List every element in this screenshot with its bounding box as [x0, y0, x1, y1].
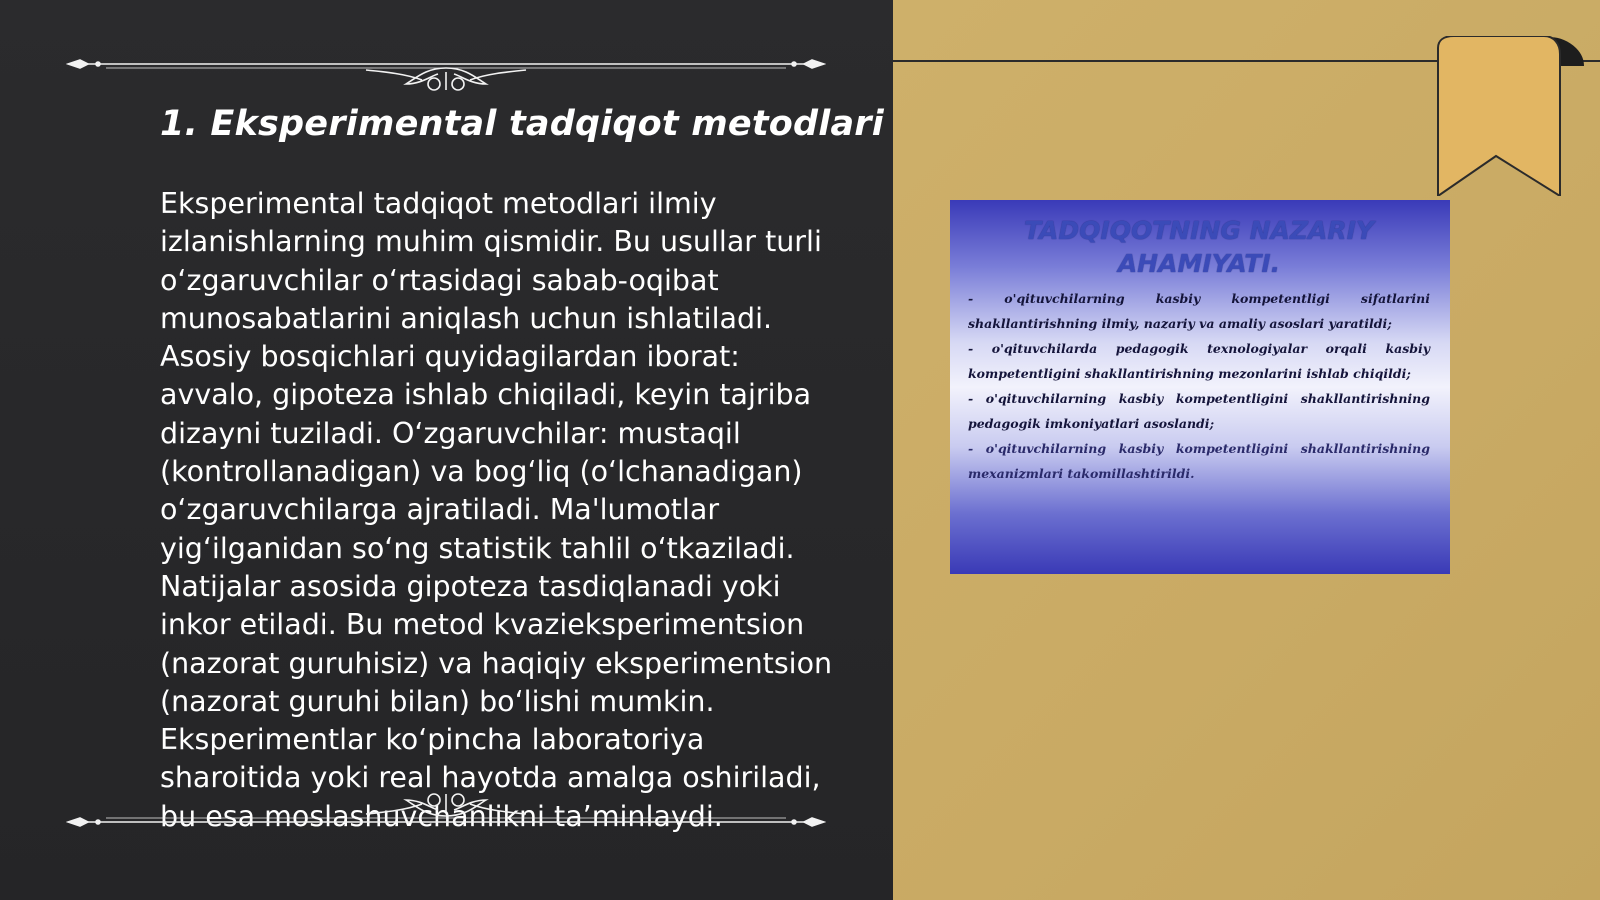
scroll-divider-icon	[66, 780, 826, 830]
image-bullet-item: - o'qituvchilarning kasbiy kompetentligi sifatlarini shakllantirishning ilmiy, nazariy va amaliy asoslari yaratildi;	[968, 291, 1430, 331]
image-bullet-item: - o'qituvchilarning kasbiy kompetentligini shakllantirishning pedagogik imkoniyatlari asoslandi;	[968, 391, 1430, 431]
image-bullet-list	[968, 286, 1430, 486]
image-bullet-item: - o'qituvchilarda pedagogik texnologiyalar orqali kasbiy kompetentligini shakllantirishning mezonlarini ishlab chiqildi;	[968, 341, 1430, 381]
image-bullet-item: - o'qituvchilarning kasbiy kompetentligini shakllantirishning mexanizmlari takomillashtirildi.	[968, 441, 1430, 481]
slide-body-text: Eksperimental tadqiqot metodlari ilmiy izlanishlarning muhim qismidir. Bu usullar turli o‘zgaruvchilar o‘rtasidagi sabab-oqibat munosabatlarini aniqlash uchun ishlatiladi. Asosiy bosqichlari quyidagilardan iborat: avvalo, gipoteza ishlab chiqiladi, keyin tajriba dizayni tuziladi. O‘zgaruvchilar: mustaqil (kontrollanadigan) va bog‘liq (o‘lchanadigan) o‘zgaruvchilarga ajratiladi. Ma'lumotlar yig‘ilganidan so‘ng statistik tahlil o‘tkaziladi. Natijalar asosida gipoteza tasdiqlanadi yoki inkor etiladi. Bu metod kvazieksperimentsion (nazorat guruhisiz) va haqiqiy eksperimentsion (nazorat guruhi bilan) bo‘lishi mumkin. Eksperimentlar ko‘pincha laboratoriya sharoitida yoki real hayotda amalga oshiriladi, bu esa moslashuvchanlikni ta’minlaydi.	[160, 187, 833, 833]
slide-title: 1. Eksperimental tadqiqot metodlari	[160, 104, 884, 144]
bookmark-ribbon-icon	[1436, 36, 1586, 196]
embedded-slide-image	[950, 200, 1450, 574]
scroll-divider-icon	[66, 44, 826, 94]
image-title: TADQIQOTNING NAZARIY AHAMIYATI.	[1023, 216, 1375, 278]
